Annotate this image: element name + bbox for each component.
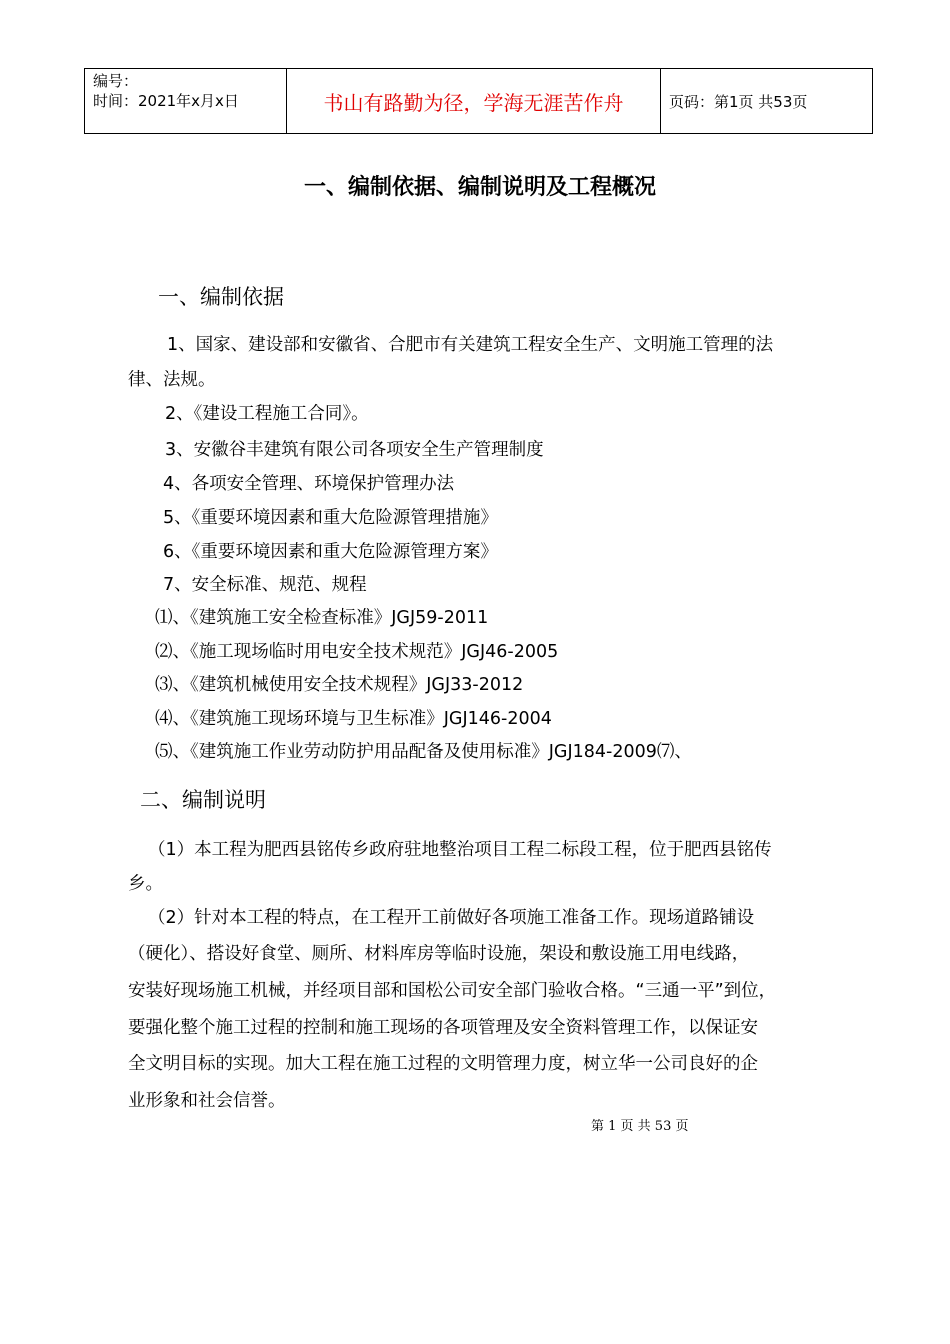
list-item: ⑷、《建筑施工现场环境与卫生标准》JGJ146-2004: [155, 709, 552, 729]
time-label: 时间：2021年x月x日: [93, 92, 239, 110]
list-item: ⑴、《建筑施工安全检查标准》JGJ59-2011: [155, 608, 489, 628]
page-footer: 第 1 页 共 53 页: [591, 1119, 689, 1134]
list-item: ⑶、《建筑机械使用安全技术规程》JGJ33-2012: [155, 675, 524, 695]
list-item: ⑸、《建筑施工作业劳动防护用品配备及使用标准》JGJ184-2009⑺、: [155, 742, 692, 762]
paragraph-line: 全文明目标的实现。加大工程在施工过程的文明管理力度，树立华一公司良好的企: [128, 1054, 758, 1074]
paragraph-line: 安装好现场施工机械，并经项目部和国松公司安全部门验收合格。“三通一平”到位，: [128, 981, 777, 1001]
paragraph-line: 乡。: [128, 874, 163, 894]
list-item: 5、《重要环境因素和重大危险源管理措施》: [163, 508, 498, 528]
paragraph-line: 要强化整个施工过程的控制和施工现场的各项管理及安全资料管理工作，以保证安: [128, 1018, 758, 1038]
list-item: 4、各项安全管理、环境保护管理办法: [163, 474, 455, 494]
list-item: ⑵、《施工现场临时用电安全技术规范》JGJ46-2005: [155, 642, 559, 662]
paragraph-line: （2）针对本工程的特点，在工程开工前做好各项施工准备工作。现场道路铺设: [148, 908, 755, 928]
list-item: 2、《建设工程施工合同》。: [165, 404, 369, 424]
number-label: 编号：: [93, 72, 139, 90]
list-item: 6、《重要环境因素和重大危险源管理方案》: [163, 542, 498, 562]
header-left-cell: [85, 69, 287, 133]
header-table: [84, 68, 873, 134]
motto: 书山有路勤为径，学海无涯苦作舟: [287, 69, 661, 133]
paragraph-line: （1）本工程为肥西县铭传乡政府驻地整治项目工程二标段工程，位于肥西县铭传: [148, 840, 772, 860]
section2-heading: 二、编制说明: [140, 788, 266, 812]
list-item: 7、安全标准、规范、规程: [163, 575, 367, 595]
list-item: 律、法规。: [128, 370, 216, 390]
page-info: 页码：第1页 共53页: [669, 92, 808, 111]
paragraph-line: （硬化）、搭设好食堂、厕所、材料库房等临时设施，架设和敷设施工用电线路，: [128, 944, 750, 964]
list-item: 1、国家、建设部和安徽省、合肥市有关建筑工程安全生产、文明施工管理的法: [167, 335, 774, 355]
section1-heading: 一、编制依据: [158, 285, 284, 309]
paragraph-line: 业形象和社会信誉。: [128, 1091, 286, 1111]
list-item: 3、安徽谷丰建筑有限公司各项安全生产管理制度: [165, 440, 544, 460]
doc-title: 一、编制依据、编制说明及工程概况: [303, 175, 656, 200]
